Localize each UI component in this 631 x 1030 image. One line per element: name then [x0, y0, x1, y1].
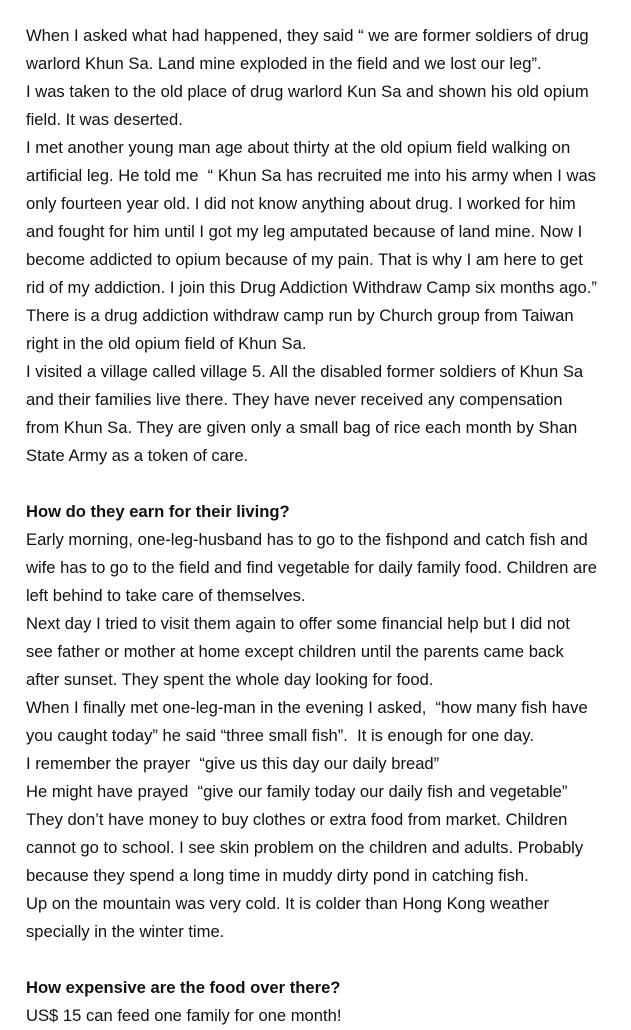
text-line: wife has to go to the field and find vegetable for daily family food. Children are — [26, 558, 597, 577]
text-line: Next day I tried to visit them again to offer some financial help but I did not — [26, 614, 570, 633]
paragraph-living — [26, 526, 626, 946]
text-line: artificial leg. He told me “ Khun Sa has recruited me into his army when I was — [26, 166, 596, 185]
text-line: There is a drug addiction withdraw camp run by Church group from Taiwan — [26, 306, 574, 325]
text-line: see father or mother at home except children until the parents came back — [26, 642, 564, 661]
section-heading-food-cost: How expensive are the food over there? — [26, 978, 341, 997]
text-line: left behind to take care of themselves. — [26, 586, 306, 605]
text-line: When I finally met one-leg-man in the evening I asked, “how many fish have — [26, 698, 588, 717]
text-line: Up on the mountain was very cold. It is colder than Hong Kong weather — [26, 894, 549, 913]
text-line: I was taken to the old place of drug warlord Kun Sa and shown his old opium — [26, 82, 589, 101]
text-line: rid of my addiction. I join this Drug Addiction Withdraw Camp six months ago.” — [26, 278, 597, 297]
text-line: I met another young man age about thirty at the old opium field walking on — [26, 138, 571, 157]
text-line: after sunset. They spent the whole day looking for food. — [26, 670, 434, 689]
text-line: become addicted to opium because of my pain. That is why I am here to get — [26, 250, 583, 269]
text-line: warlord Khun Sa. Land mine exploded in the field and we lost our leg”. — [26, 54, 542, 73]
text-line: from Khun Sa. They are given only a small bag of rice each month by Shan — [26, 418, 578, 437]
text-line: They don’t have money to buy clothes or extra food from market. Children — [26, 810, 568, 829]
text-line: you caught today” he said “three small fish”. It is enough for one day. — [26, 726, 534, 745]
text-line: State Army as a token of care. — [26, 446, 249, 465]
text-line: only fourteen year old. I did not know anything about drug. I worked for him — [26, 194, 576, 213]
text-line: cannot go to school. I see skin problem on the children and adults. Probably — [26, 838, 584, 857]
text-line: and fought for him until I got my leg amputated because of land mine. Now I — [26, 222, 583, 241]
text-line: specially in the winter time. — [26, 922, 225, 941]
text-line: and their families live there. They have never received any compensation — [26, 390, 563, 409]
text-line: Early morning, one-leg-husband has to go to the fishpond and catch fish and — [26, 530, 588, 549]
paragraph-food-cost — [26, 1002, 626, 1030]
section-heading-living: How do they earn for their living? — [26, 502, 290, 521]
text-line: US$ 15 can feed one family for one month! — [26, 1006, 342, 1025]
paragraph-gap — [26, 946, 626, 974]
text-line: I visited a village called village 5. All the disabled former soldiers of Khun Sa — [26, 362, 584, 381]
text-line: I remember the prayer “give us this day our daily bread” — [26, 754, 440, 773]
paragraph-gap — [26, 470, 626, 498]
text-line: He might have prayed “give our family today our daily fish and vegetable” — [26, 782, 568, 801]
text-line: right in the old opium field of Khun Sa. — [26, 334, 307, 353]
text-line: When I asked what had happened, they said “ we are former soldiers of drug — [26, 26, 589, 45]
document-page — [26, 22, 626, 1030]
paragraph-soldiers — [26, 22, 626, 470]
text-line: because they spend a long time in muddy dirty pond in catching fish. — [26, 866, 529, 885]
text-line: field. It was deserted. — [26, 110, 183, 129]
